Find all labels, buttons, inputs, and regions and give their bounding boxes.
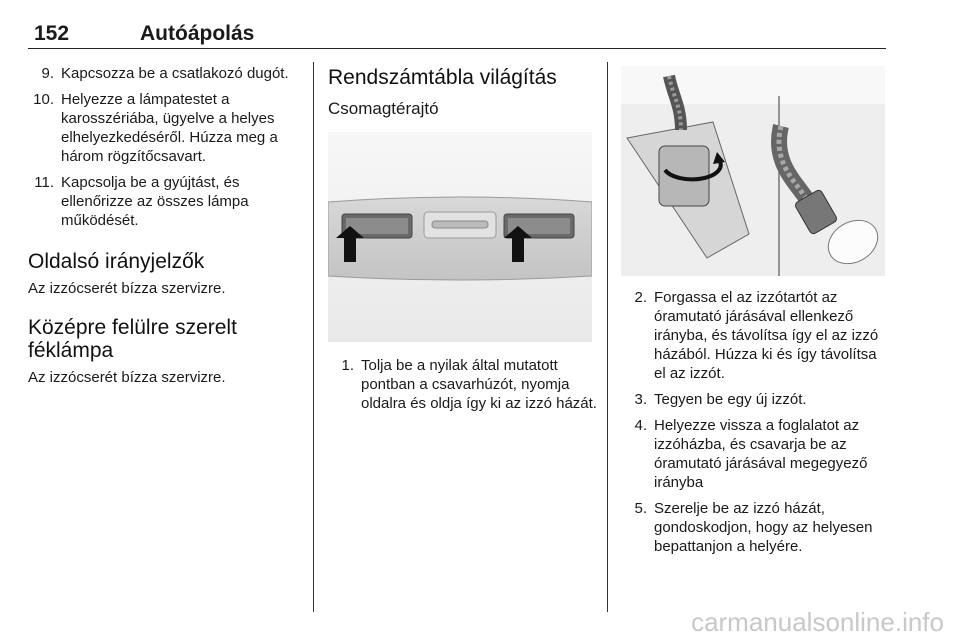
step-text: Forgassa el az izzótartót az óramutató járásával ellenkező irányba, és távolítsa így el az izzó házából. Húzza ki és így távolítsa el az izzót.	[654, 289, 879, 382]
step-item	[28, 173, 298, 230]
step-text: Kapcsozza be a csatlakozó dugót.	[61, 65, 289, 82]
left-column	[28, 64, 298, 387]
step-item	[621, 288, 889, 383]
section-text: Az izzócserét bízza szervizre.	[28, 280, 226, 297]
step-text: Szerelje be az izzó házát, gondoskodjon, hogy az helyesen bepattanjon a helyére.	[654, 500, 873, 555]
step-list	[28, 64, 298, 230]
step-text: Helyezze vissza a foglalatot az izzóházba, és csavarja be az óramutató járásával megegyező irányba	[654, 417, 868, 491]
step-number: 5.	[634, 500, 647, 517]
step-item	[28, 64, 298, 83]
subheading-tailgate: Csomagtérajtó	[328, 99, 439, 118]
section-heading-turn-signals: Oldalsó irányjelzők	[28, 250, 205, 273]
step-number: 1.	[341, 357, 354, 374]
step-item	[621, 416, 889, 492]
step-item	[28, 90, 298, 166]
step-number: 3.	[634, 391, 647, 408]
section-heading-license-plate: Rendszámtábla világítás	[328, 66, 557, 89]
step-list	[328, 356, 598, 413]
watermark: carmanualsonline.info	[691, 607, 944, 637]
column-divider	[607, 62, 608, 612]
figure-bulb-holder	[621, 66, 885, 276]
page-number: 152	[34, 22, 70, 45]
step-number: 11.	[34, 174, 54, 191]
step-number: 4.	[634, 417, 647, 434]
middle-steps	[328, 356, 598, 420]
step-item	[621, 390, 889, 409]
step-number: 2.	[634, 289, 647, 306]
step-item	[328, 356, 598, 413]
step-list	[621, 288, 889, 556]
step-number: 10.	[33, 91, 54, 108]
step-number: 9.	[41, 65, 54, 82]
middle-column	[328, 66, 596, 119]
column-divider	[313, 62, 314, 612]
step-item	[621, 499, 889, 556]
chapter-title: Autóápolás	[140, 22, 255, 45]
section-heading-brake-light: Középre felülre szerelt féklámpa	[28, 316, 237, 362]
section-text: Az izzócserét bízza szervizre.	[28, 369, 226, 386]
page-header	[28, 22, 886, 49]
right-column	[621, 288, 889, 563]
step-text: Tolja be a nyilak által mutatott pontban a csavarhúzót, nyomja oldalra és oldja így ki az izzó házát.	[361, 357, 597, 412]
step-text: Kapcsolja be a gyújtást, és ellenőrizze az összes lámpa működését.	[61, 174, 249, 229]
step-text: Helyezze a lámpatestet a karosszériába, ügyelve a helyes elhelyezkedéséről. Húzza meg a három rögzítőcsavart.	[61, 91, 278, 165]
figure-tailgate-lamps	[328, 132, 592, 342]
step-text: Tegyen be egy új izzót.	[654, 391, 807, 408]
